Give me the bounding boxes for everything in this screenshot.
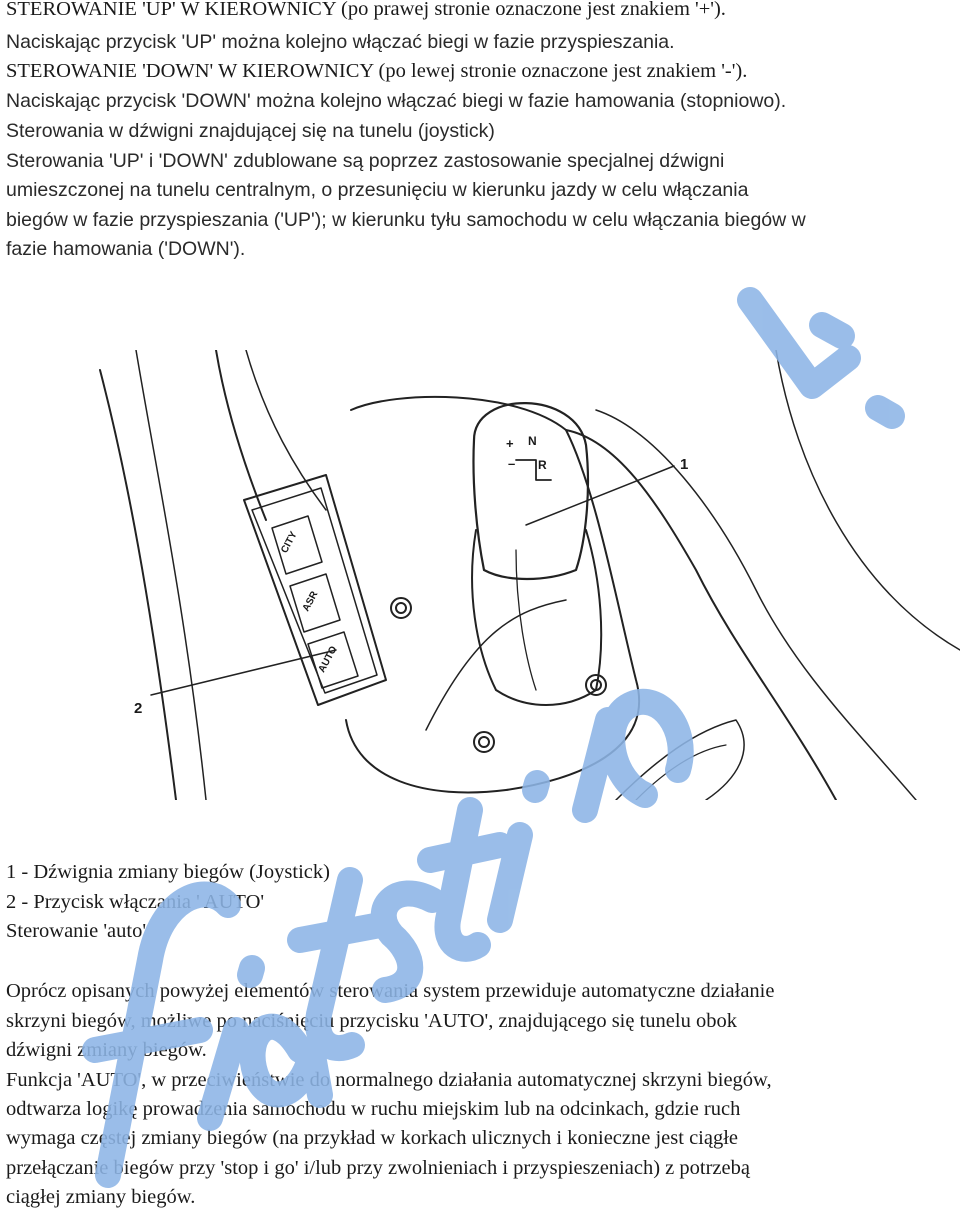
caption-line-1: 1 - Dźwignia zmiany biegów (Joystick) (6, 861, 330, 883)
body-line-8: ciągłej zmiany biegów. (6, 1186, 196, 1208)
body-line-4: Funkcja 'AUTO', w przeciwieństwie do normalnego działania automatycznej skrzyni biegów, (6, 1069, 772, 1091)
auto-button-label: AUTO (316, 644, 340, 675)
body-line-2: skrzyni biegów, możliwe po naciśnięciu przycisku 'AUTO', znajdującego się tunelu obok (6, 1010, 737, 1032)
body-line-6: wymaga częstej zmiany biegów (na przykład w korkach ulicznych i konieczne jest ciągłe (6, 1127, 739, 1149)
body-line-5: odtwarza logikę prowadzenia samochodu w ruchu miejskim lub na odcinkach, gdzie ruch (6, 1098, 741, 1120)
text-line-9: fazie hamowania ('DOWN'). (6, 238, 246, 260)
text-line-8: biegów w fazie przyspieszania ('UP'); w kierunku tyłu samochodu w celu włączania biegów w (6, 209, 806, 231)
text-line-2: Naciskając przycisk 'UP' można kolejno włączać biegi w fazie przyspieszania. (6, 31, 675, 53)
knob-minus-label: – (508, 456, 516, 471)
caption-line-2: 2 - Przycisk włączania ' AUTO' (6, 891, 265, 913)
gear-selector-figure (96, 350, 960, 800)
callout-label-1: 1 (680, 456, 689, 473)
text-line-3: STEROWANIE 'DOWN' W KIEROWNICY (po lewej stronie oznaczone jest znakiem '-'). (6, 60, 748, 82)
city-button-label: CITY (279, 529, 300, 556)
body-line-3: dźwigni zmiany biegów. (6, 1039, 207, 1061)
text-line-6: Sterowania 'UP' i 'DOWN' zdublowane są poprzez zastosowanie specjalnej dźwigni (6, 150, 725, 172)
text-line-7: umieszczonej na tunelu centralnym, o przesunięciu w kierunku jazdy w celu włączania (6, 179, 749, 201)
body-line-7: przełączanie biegów przy 'stop i go' i/lub przy zwolnieniach i przyspieszeniach) z potrzebą (6, 1157, 750, 1179)
knob-n-label: N (528, 434, 537, 448)
body-line-1: Oprócz opisanych powyżej elementów sterowania system przewiduje automatyczne działanie (6, 980, 775, 1002)
text-line-5: Sterowania w dźwigni znajdującej się na tunelu (joystick) (6, 120, 495, 142)
text-line-1: STEROWANIE 'UP' W KIEROWNICY (po prawej stronie oznaczone jest znakiem '+'). (6, 0, 726, 20)
caption-line-3: Sterowanie 'auto' (6, 920, 147, 942)
text-line-4: Naciskając przycisk 'DOWN' można kolejno włączać biegi w fazie hamowania (stopniowo). (6, 90, 787, 112)
knob-r-label: R (538, 458, 547, 472)
callout-label-2: 2 (134, 700, 143, 717)
knob-plus-label: + (506, 436, 514, 451)
asr-button-label: ASR (300, 589, 321, 614)
